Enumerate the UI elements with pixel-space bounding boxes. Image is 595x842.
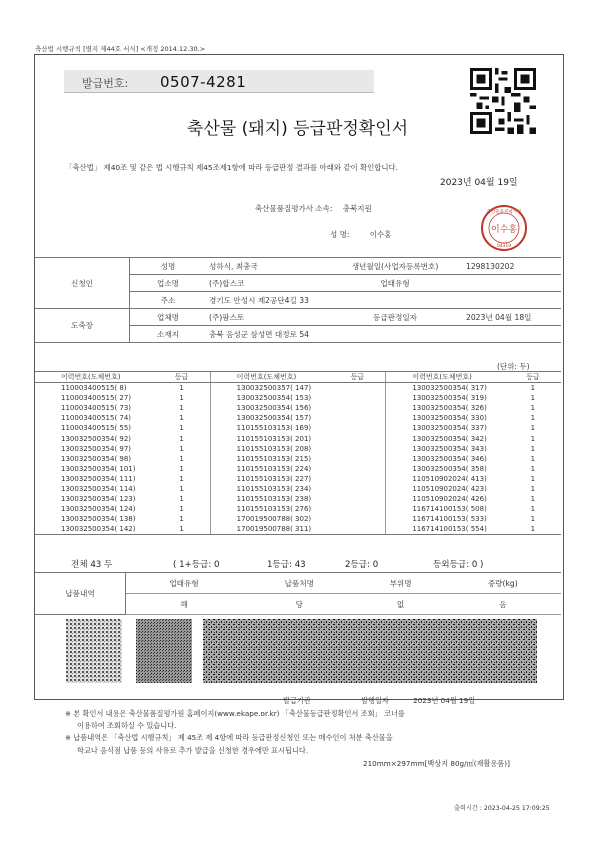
applicant-birth: 1298130202 xyxy=(463,258,561,275)
slaughterhouse-section-label: 도축장 xyxy=(35,309,130,343)
cert-number: 0507-4281 xyxy=(160,73,247,91)
applicant-birth-label: 생년월일(사업자등록번호) xyxy=(327,258,463,275)
grade-cell: 1 xyxy=(530,505,536,514)
notes xyxy=(65,708,555,757)
total-count: 전체 43 두 xyxy=(71,560,113,570)
trace-number-cell: 110155103153( 227) xyxy=(210,474,329,484)
grade-cell xyxy=(329,524,386,535)
cert-number-box xyxy=(64,70,374,93)
delivery-value: 해 xyxy=(126,594,243,615)
total-grade-1: 1등급: 43 xyxy=(267,560,306,570)
grade-cell: 1 xyxy=(179,414,184,423)
grade-cell: 1 xyxy=(179,394,184,403)
issuer-line xyxy=(283,696,475,706)
barcode-pattern-3 xyxy=(203,619,537,683)
grade-cell: 1 xyxy=(179,515,184,524)
stamp-ring-text: 축산물품질평가원 xyxy=(486,210,522,215)
total-grade-out: 등외등급: 0 ) xyxy=(433,560,484,570)
note-line: ※ 본 확인서 내용은 축산물품질평가원 홈페이지(www.ekape.or.kr) 「축산물등급판정확인서 조회」 코너를 xyxy=(65,709,405,718)
grade-table xyxy=(35,371,561,535)
official-seal-stamp xyxy=(478,203,530,253)
trace-number-cell: 110155103153( 238) xyxy=(210,494,329,504)
grade-cell: 1 xyxy=(179,434,184,443)
grade-cell xyxy=(329,464,386,474)
trace-number-cell: 130032500354( 123) xyxy=(61,495,136,504)
grade-table-header: 이력번호(도체번호) xyxy=(35,372,153,383)
grade-cell: 1 xyxy=(530,394,536,403)
grade-cell: 1 xyxy=(530,515,536,524)
inspector-org-label: 축산물품질평가사 소속: xyxy=(255,204,333,213)
trace-number-cell: 130032500354( 153) xyxy=(210,393,329,403)
grade-table-header: 등급 xyxy=(329,372,386,383)
grade-cell: 1 xyxy=(530,384,536,393)
grade-cell: 1 xyxy=(505,524,561,535)
totals-row xyxy=(35,555,561,573)
grade-row xyxy=(35,494,561,504)
trace-number-cell: 110510902024( 413) xyxy=(386,474,505,484)
grade-cell: 1 xyxy=(153,524,210,535)
form-label: 축산법 시행규칙 [별지 제44호 서식] <개정 2014.12.30.> xyxy=(35,45,206,53)
inspector-org xyxy=(255,203,372,214)
grade-cell: 1 xyxy=(179,505,184,514)
grade-cell: 1 xyxy=(179,454,184,463)
delivery-header: 납품처명 xyxy=(242,573,357,594)
trace-number-cell: 110155103153( 208) xyxy=(210,444,329,454)
grading-date-label: 등급판정일자 xyxy=(327,309,463,326)
trace-number-cell: 116714100153( 533) xyxy=(386,514,505,524)
grade-row xyxy=(35,393,561,403)
grade-row xyxy=(35,504,561,514)
trace-number-cell: 130032500354( 101) xyxy=(61,464,136,473)
grade-cell xyxy=(329,403,386,413)
grade-cell: 1 xyxy=(530,454,536,463)
delivery-table xyxy=(35,573,561,615)
trace-number-cell: 110155103153( 276) xyxy=(210,504,329,514)
delivery-header: 중량(kg) xyxy=(445,573,561,594)
grade-row xyxy=(35,474,561,484)
grade-row xyxy=(35,423,561,433)
grade-cell: 1 xyxy=(530,414,536,423)
trace-number-cell: 130032500354( 358) xyxy=(386,464,505,474)
grade-cell xyxy=(329,433,386,443)
grade-cell xyxy=(329,444,386,454)
trace-number-cell: 130032500354( 157) xyxy=(210,413,329,423)
inspector-name-value: 이수홍 xyxy=(369,230,392,239)
trace-number-cell: 110003400515( 55) xyxy=(61,424,132,433)
trace-number-cell: 130032500354( 342) xyxy=(386,433,505,443)
slaughterhouse-company: (주)팜스토 xyxy=(206,309,327,326)
grade-cell: 1 xyxy=(530,484,536,493)
grade-row xyxy=(35,454,561,464)
applicant-section-label: 신청인 xyxy=(35,258,130,309)
grade-row xyxy=(35,514,561,524)
grade-cell xyxy=(329,514,386,524)
trace-number-cell: 130032500354( 156) xyxy=(210,403,329,413)
trace-number-cell: 110155103153( 201) xyxy=(210,433,329,443)
inspector-org-value: 충북지원 xyxy=(342,204,372,213)
note-line: ※ 납품내역은 「축산법 시행규칙」 제 45조 제 4항에 따라 등급판정신청인 또는 매수인이 처분 축산물을 xyxy=(65,733,393,743)
grade-cell xyxy=(329,423,386,433)
delivery-section-label: 납품내역 xyxy=(35,573,126,615)
grade-row xyxy=(35,484,561,494)
grade-cell: 1 xyxy=(530,434,536,443)
delivery-value: 음 xyxy=(445,594,561,615)
trace-number-cell: 130032500354( 98) xyxy=(61,454,132,463)
delivery-value: 당 xyxy=(242,594,357,615)
delivery-header: 업태유형 xyxy=(126,573,243,594)
grade-cell: 1 xyxy=(179,474,184,483)
applicant-name-label: 성명 xyxy=(130,258,207,275)
unit-label: (단위: 두) xyxy=(497,362,530,371)
grade-cell xyxy=(329,383,386,394)
grade-cell xyxy=(329,454,386,464)
grade-table-header: 이력번호(도체번호) xyxy=(386,372,505,383)
grade-row xyxy=(35,383,561,394)
grade-row xyxy=(35,464,561,474)
trace-number-cell: 110155103153( 169) xyxy=(210,423,329,433)
slaughterhouse-company-label: 업체명 xyxy=(130,309,207,326)
applicant-company-label: 업소명 xyxy=(130,275,207,292)
trace-number-cell: 130032500354( 92) xyxy=(61,434,132,443)
trace-number-cell: 110155103153( 215) xyxy=(210,454,329,464)
grade-table-header: 등급 xyxy=(505,372,561,383)
issuer-date: 2023년 04월 19일 xyxy=(413,696,476,705)
trace-number-cell: 110003400515( 27) xyxy=(61,394,132,403)
document-title: 축산물 (돼지) 등급판정확인서 xyxy=(186,119,409,139)
trace-number-cell: 130032500354( 97) xyxy=(61,444,132,453)
trace-number-cell: 116714100153( 508) xyxy=(386,504,505,514)
grade-cell: 1 xyxy=(530,424,536,433)
issuer-date-label: 발행일자 xyxy=(361,696,389,705)
trace-number-cell: 130032500354( 138) xyxy=(61,515,136,524)
applicant-address: 경기도 안성시 제2공단4길 33 xyxy=(206,292,561,309)
issue-date: 2023년 04월 19일 xyxy=(440,178,518,188)
trace-number-cell: 110003400515( 74) xyxy=(61,414,132,423)
stamp-name: 이수홍 xyxy=(490,225,518,235)
trace-number-cell: 130032500354( 346) xyxy=(386,454,505,464)
grade-cell xyxy=(329,504,386,514)
stamp-number: 04319 xyxy=(496,244,512,249)
paper-spec: 210mm×297mm[백상지 80g/㎡(재활용품)] xyxy=(363,759,510,768)
delivery-header: 부위명 xyxy=(357,573,445,594)
applicant-name: 성하식, 최충국 xyxy=(206,258,327,275)
total-grade-2: 2등급: 0 xyxy=(345,560,379,570)
trace-number-cell: 110003400515( 73) xyxy=(61,404,132,413)
grade-cell: 1 xyxy=(530,444,536,453)
printed-time: 출력시간 : 2023-04-25 17:09:25 xyxy=(454,805,550,812)
grade-cell xyxy=(329,484,386,494)
trace-number-cell: 130032500354( 124) xyxy=(61,505,136,514)
grade-row xyxy=(35,403,561,413)
note-line: 이용하여 조회하실 수 있습니다. xyxy=(77,721,177,731)
trace-number-cell: 130032500354( 343) xyxy=(386,444,505,454)
barcode-pattern-1 xyxy=(66,619,122,683)
legal-statement: 「축산법」 제40조 및 같은 법 시행규칙 제45조제1항에 따라 등급판정 결과를 아래와 같이 확인합니다. xyxy=(65,163,398,172)
grade-row xyxy=(35,433,561,443)
grade-cell: 1 xyxy=(530,495,536,504)
trace-number-cell: 110003400515( 8) xyxy=(61,384,127,393)
grade-cell: 1 xyxy=(179,424,184,433)
trace-number-cell: 130032500354( 142) xyxy=(35,524,153,535)
grade-cell: 1 xyxy=(179,404,184,413)
note-line: 학교나 음식점 납품 등의 사유로 추가 발급을 신청한 경우에만 표시됩니다. xyxy=(77,745,309,755)
trace-number-cell: 110510902024( 423) xyxy=(386,484,505,494)
trace-number-cell: 130032500354( 337) xyxy=(386,423,505,433)
issuer-label: 발급기관 xyxy=(283,696,311,705)
grading-date: 2023년 04월 18일 xyxy=(463,309,561,326)
applicant-type-label: 업태유형 xyxy=(327,275,463,292)
grade-cell: 1 xyxy=(530,404,536,413)
applicant-type xyxy=(463,275,561,292)
applicant-table xyxy=(35,257,561,343)
grade-cell: 1 xyxy=(179,484,184,493)
grade-cell: 1 xyxy=(530,474,536,483)
grade-cell xyxy=(329,393,386,403)
trace-number-cell: 130032500357( 147) xyxy=(210,383,329,394)
grade-cell: 1 xyxy=(179,444,184,453)
trace-number-cell: 130032500354( 111) xyxy=(61,474,136,483)
grade-table-header: 이력번호(도체번호) xyxy=(210,372,329,383)
trace-number-cell: 130032500354( 114) xyxy=(61,484,136,493)
grade-table-header: 등급 xyxy=(153,372,210,383)
trace-number-cell: 116714100153( 554) xyxy=(386,524,505,535)
trace-number-cell: 130032500354( 319) xyxy=(386,393,505,403)
trace-number-cell: 110510902024( 426) xyxy=(386,494,505,504)
trace-number-cell: 170019500788( 311) xyxy=(210,524,329,535)
grade-row xyxy=(35,413,561,423)
grade-cell xyxy=(329,474,386,484)
delivery-value: 없 xyxy=(357,594,445,615)
grade-row xyxy=(35,524,561,535)
trace-number-cell: 110155103153( 224) xyxy=(210,464,329,474)
cert-number-label: 발급번호: xyxy=(82,77,129,90)
slaughterhouse-location-label: 소재지 xyxy=(130,326,207,343)
slaughterhouse-location: 충북 음성군 삼성면 대정로 54 xyxy=(206,326,561,343)
trace-number-cell: 110155103153( 234) xyxy=(210,484,329,494)
grade-cell: 1 xyxy=(179,384,184,393)
applicant-address-label: 주소 xyxy=(130,292,207,309)
inspector-name xyxy=(330,229,392,240)
grade-cell: 1 xyxy=(530,464,536,473)
grade-cell xyxy=(329,494,386,504)
barcode-pattern-2 xyxy=(136,619,192,683)
total-grade-1plus: ( 1+등급: 0 xyxy=(173,560,220,570)
trace-number-cell: 130032500354( 330) xyxy=(386,413,505,423)
trace-number-cell: 170019500788( 302) xyxy=(210,514,329,524)
trace-number-cell: 130032500354( 326) xyxy=(386,403,505,413)
grade-cell: 1 xyxy=(179,464,184,473)
grade-cell: 1 xyxy=(179,495,184,504)
grade-row xyxy=(35,444,561,454)
grade-cell xyxy=(329,413,386,423)
applicant-company: (주)합스코 xyxy=(206,275,327,292)
inspector-name-label: 성 명: xyxy=(330,230,350,239)
trace-number-cell: 130032500354( 317) xyxy=(386,383,505,394)
